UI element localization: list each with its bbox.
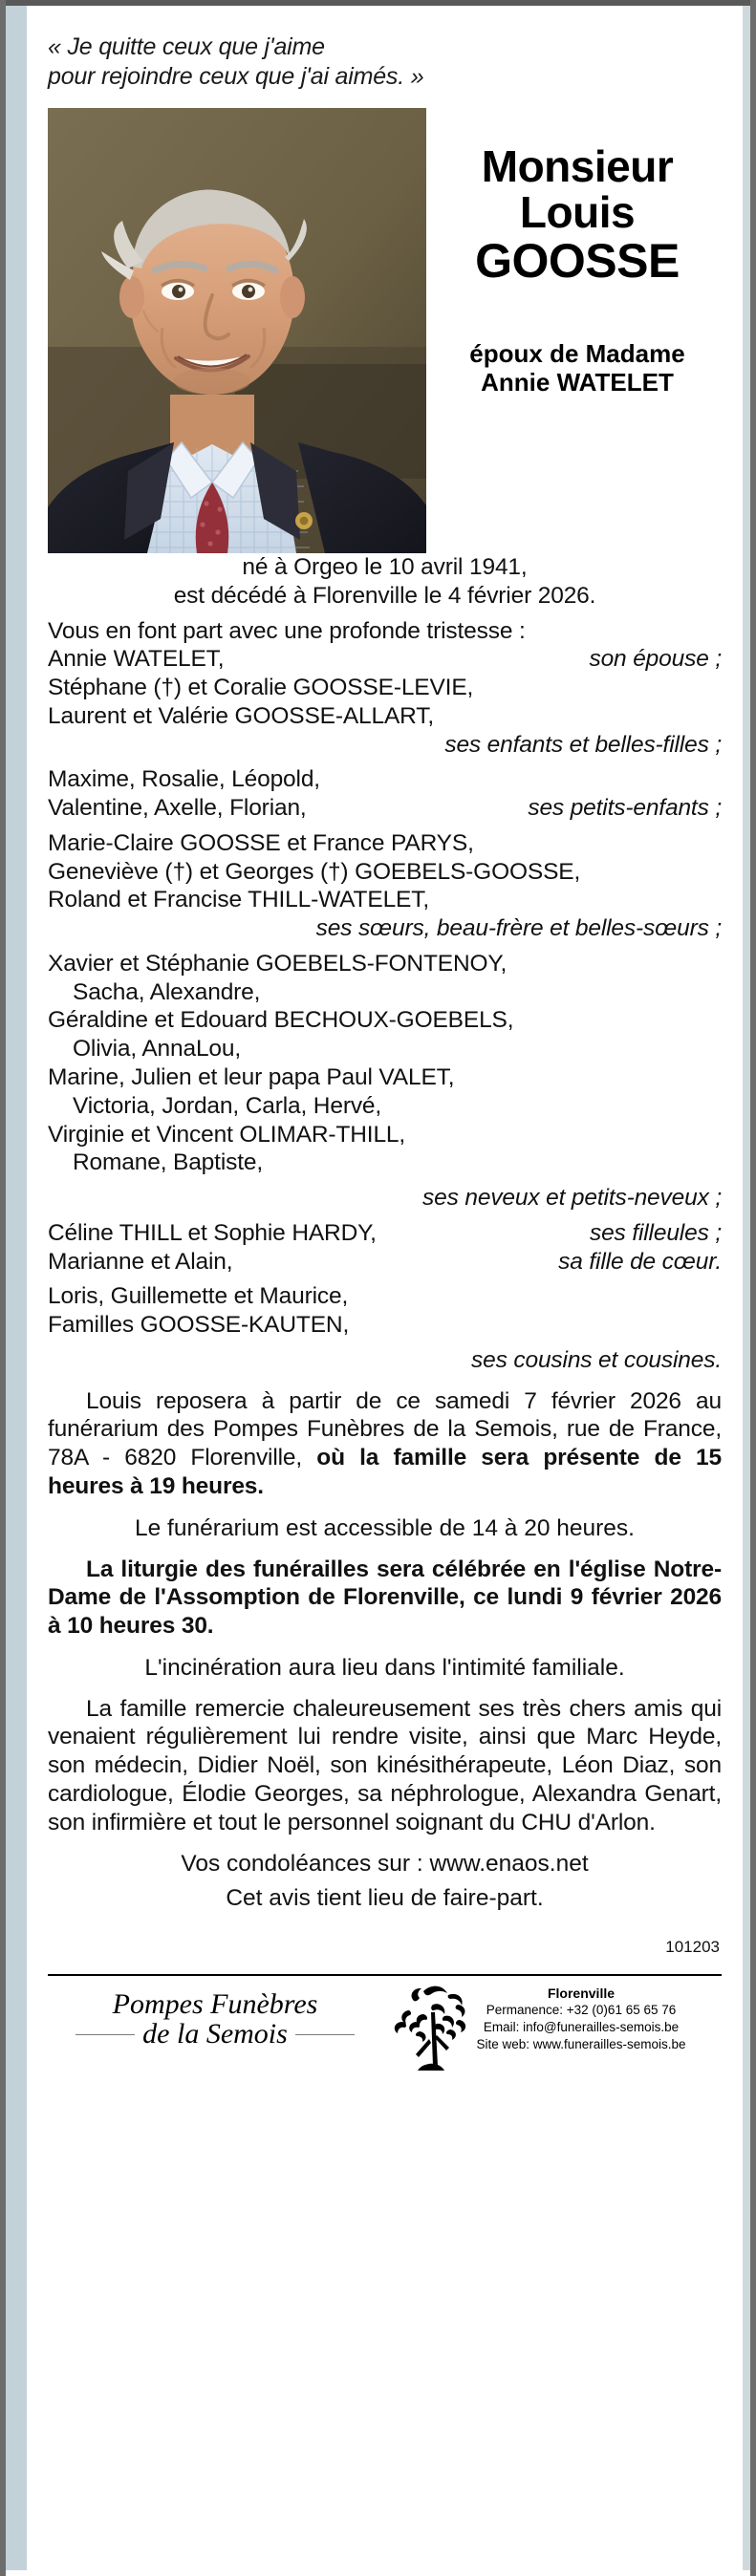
family-row (48, 1219, 722, 1248)
family-row (48, 1121, 722, 1149)
family-names: Valentine, Axelle, Florian, (48, 795, 307, 822)
liturgy-paragraph (48, 1556, 722, 1641)
family-names: Roland et Francise THILL-WATELET, (48, 887, 429, 913)
deceased-portrait (48, 108, 426, 553)
family-row (48, 858, 722, 887)
memorial-quote (48, 6, 722, 91)
quote-line-2: pour rejoindre ceux que j'ai aimés. » (48, 62, 424, 90)
family-row (48, 1248, 722, 1277)
repose-paragraph (48, 1387, 722, 1501)
family-row (48, 1282, 722, 1311)
thanks-paragraph: La famille remercie chaleureusement ses très chers amis qui venaient régulièrement lui rendre visite, ainsi que Marc Heyde, son médecin, Didier Noël, son kinésithérapeute, Léon Diaz, son cardiologue, Élodie Georges, sa néphrologue, Alexandra Genart, son infirmière et tout le personnel soignant du CHU d'Arlon. (48, 1695, 722, 1835)
contact-website: Site web: www.funerailles-semois.be (476, 2036, 686, 2051)
funerarium-hours: Le funérarium est accessible de 14 à 20 heures. (135, 1514, 635, 1541)
family-qualifier: sa fille de cœur. (558, 1248, 722, 1275)
family-names: Marianne et Alain, (48, 1248, 233, 1275)
condolences-line: Vos condoléances sur : www.enaos.net (181, 1851, 589, 1878)
footer (48, 1974, 722, 2093)
repose-text: Louis reposera à partir de ce samedi 7 février 2026 au funérarium des Pompes Funèbres de la Semois, rue de France, 78A - 6820 Florenville, (48, 1387, 722, 1471)
family-row (48, 794, 722, 823)
family-qualifier: ses sœurs, beau-frère et belles-sœurs ; (315, 915, 722, 942)
logo-rule-left (76, 2034, 135, 2035)
funeral-home-name-line-1: Pompes Funèbres (112, 1987, 318, 2020)
spouse-info (434, 339, 721, 397)
funeral-home-name-line-2: de la Semois (142, 2018, 288, 2050)
family-row (48, 702, 722, 731)
family-qualifier: ses neveux et petits-neveux ; (422, 1185, 722, 1212)
family-row (48, 1092, 722, 1121)
family-names: Victoria, Jordan, Carla, Hervé, (73, 1092, 382, 1119)
page-frame-left-blue (6, 6, 27, 2570)
funeral-home-contact (443, 1986, 720, 2052)
family-qualifier: ses cousins et cousines. (471, 1346, 722, 1373)
portrait-and-name-block (48, 108, 722, 553)
deceased-last-name: GOOSSE (475, 233, 680, 288)
family-names: Xavier et Stéphanie GOEBELS-FONTENOY, (48, 950, 508, 977)
family-qualifier: ses filleules ; (589, 1219, 722, 1246)
deceased-title: Monsieur (481, 141, 674, 191)
contact-city: Florenville (547, 1985, 616, 2001)
family-row (48, 950, 722, 978)
cremation-note: L'incinération aura lieu dans l'intimité familiale. (144, 1654, 625, 1681)
family-row (48, 829, 722, 858)
contact-phone: Permanence: +32 (0)61 65 65 76 (486, 2003, 677, 2018)
death-line: est décédé à Florenville le 4 février 2026. (173, 582, 596, 609)
family-names: Maxime, Rosalie, Léopold, (48, 766, 320, 793)
family-names: Olivia, AnnaLou, (73, 1036, 242, 1063)
family-names: Céline THILL et Sophie HARDY, (48, 1219, 377, 1246)
family-qualifier: son épouse ; (589, 646, 722, 673)
funeral-home-name-line-2-wrap (57, 2019, 373, 2050)
notice-sheet (27, 6, 743, 2570)
funeral-home-logo (57, 1989, 373, 2050)
family-names: Annie WATELET, (48, 646, 225, 673)
birth-line: né à Orgeo le 10 avril 1941, (242, 554, 528, 580)
portrait-photo (48, 108, 426, 553)
repose-text-bold: où la famille sera présente de 15 heures à 19 heures. (48, 1445, 722, 1499)
notice-note: Cet avis tient lieu de faire-part. (226, 1885, 544, 1912)
spouse-line-1: époux de Madame (469, 338, 685, 368)
reference-number: 101203 (665, 1937, 720, 1956)
family-names: Familles GOOSSE-KAUTEN, (48, 1312, 350, 1339)
family-names: Romane, Baptiste, (73, 1149, 264, 1176)
family-names: Loris, Guillemette et Maurice, (48, 1283, 349, 1310)
family-row (48, 886, 722, 914)
spouse-line-2: Annie WATELET (481, 367, 674, 397)
family-row (48, 674, 722, 702)
family-row (48, 1148, 722, 1177)
family-names: Geneviève (†) et Georges (†) GOEBELS-GOOSSE, (48, 858, 581, 885)
family-row (48, 1006, 722, 1035)
family-names: Laurent et Valérie GOOSSE-ALLART, (48, 702, 435, 729)
family-row (48, 978, 722, 1007)
family-names: Géraldine et Edouard BECHOUX-GOEBELS, (48, 1007, 514, 1034)
family-list (48, 645, 722, 1374)
page-frame-right-dark (750, 0, 756, 2576)
family-row (48, 645, 722, 674)
family-names: Stéphane (†) et Coralie GOOSSE-LEVIE, (48, 675, 474, 701)
life-dates (48, 553, 722, 611)
page-frame-right-blue (743, 6, 750, 2570)
deceased-name-block (434, 141, 721, 397)
family-qualifier: ses enfants et belles-filles ; (444, 731, 722, 758)
family-row (48, 1311, 722, 1340)
liturgy-text: La liturgie des funérailles sera célébrée en l'église Notre-Dame de l'Assomption de Florenville, ce lundi 9 février 2026 à 10 heures 30. (48, 1556, 722, 1640)
family-qualifier: ses petits-enfants ; (528, 795, 722, 822)
announcement-intro: Vous en font part avec une profonde tristesse : (48, 617, 526, 644)
family-row (48, 1035, 722, 1063)
family-names: Sacha, Alexandre, (73, 978, 261, 1005)
contact-email: Email: info@funerailles-semois.be (483, 2019, 680, 2034)
logo-rule-right (295, 2034, 355, 2035)
quote-line-1: « Je quitte ceux que j'aime (48, 33, 325, 60)
family-row (48, 1063, 722, 1092)
family-names: Marine, Julien et leur papa Paul VALET, (48, 1064, 455, 1091)
family-names: Marie-Claire GOOSSE et France PARYS, (48, 829, 474, 856)
deceased-first-name: Louis (519, 186, 636, 237)
family-row (48, 765, 722, 794)
family-names: Virginie et Vincent OLIMAR-THILL, (48, 1121, 406, 1148)
